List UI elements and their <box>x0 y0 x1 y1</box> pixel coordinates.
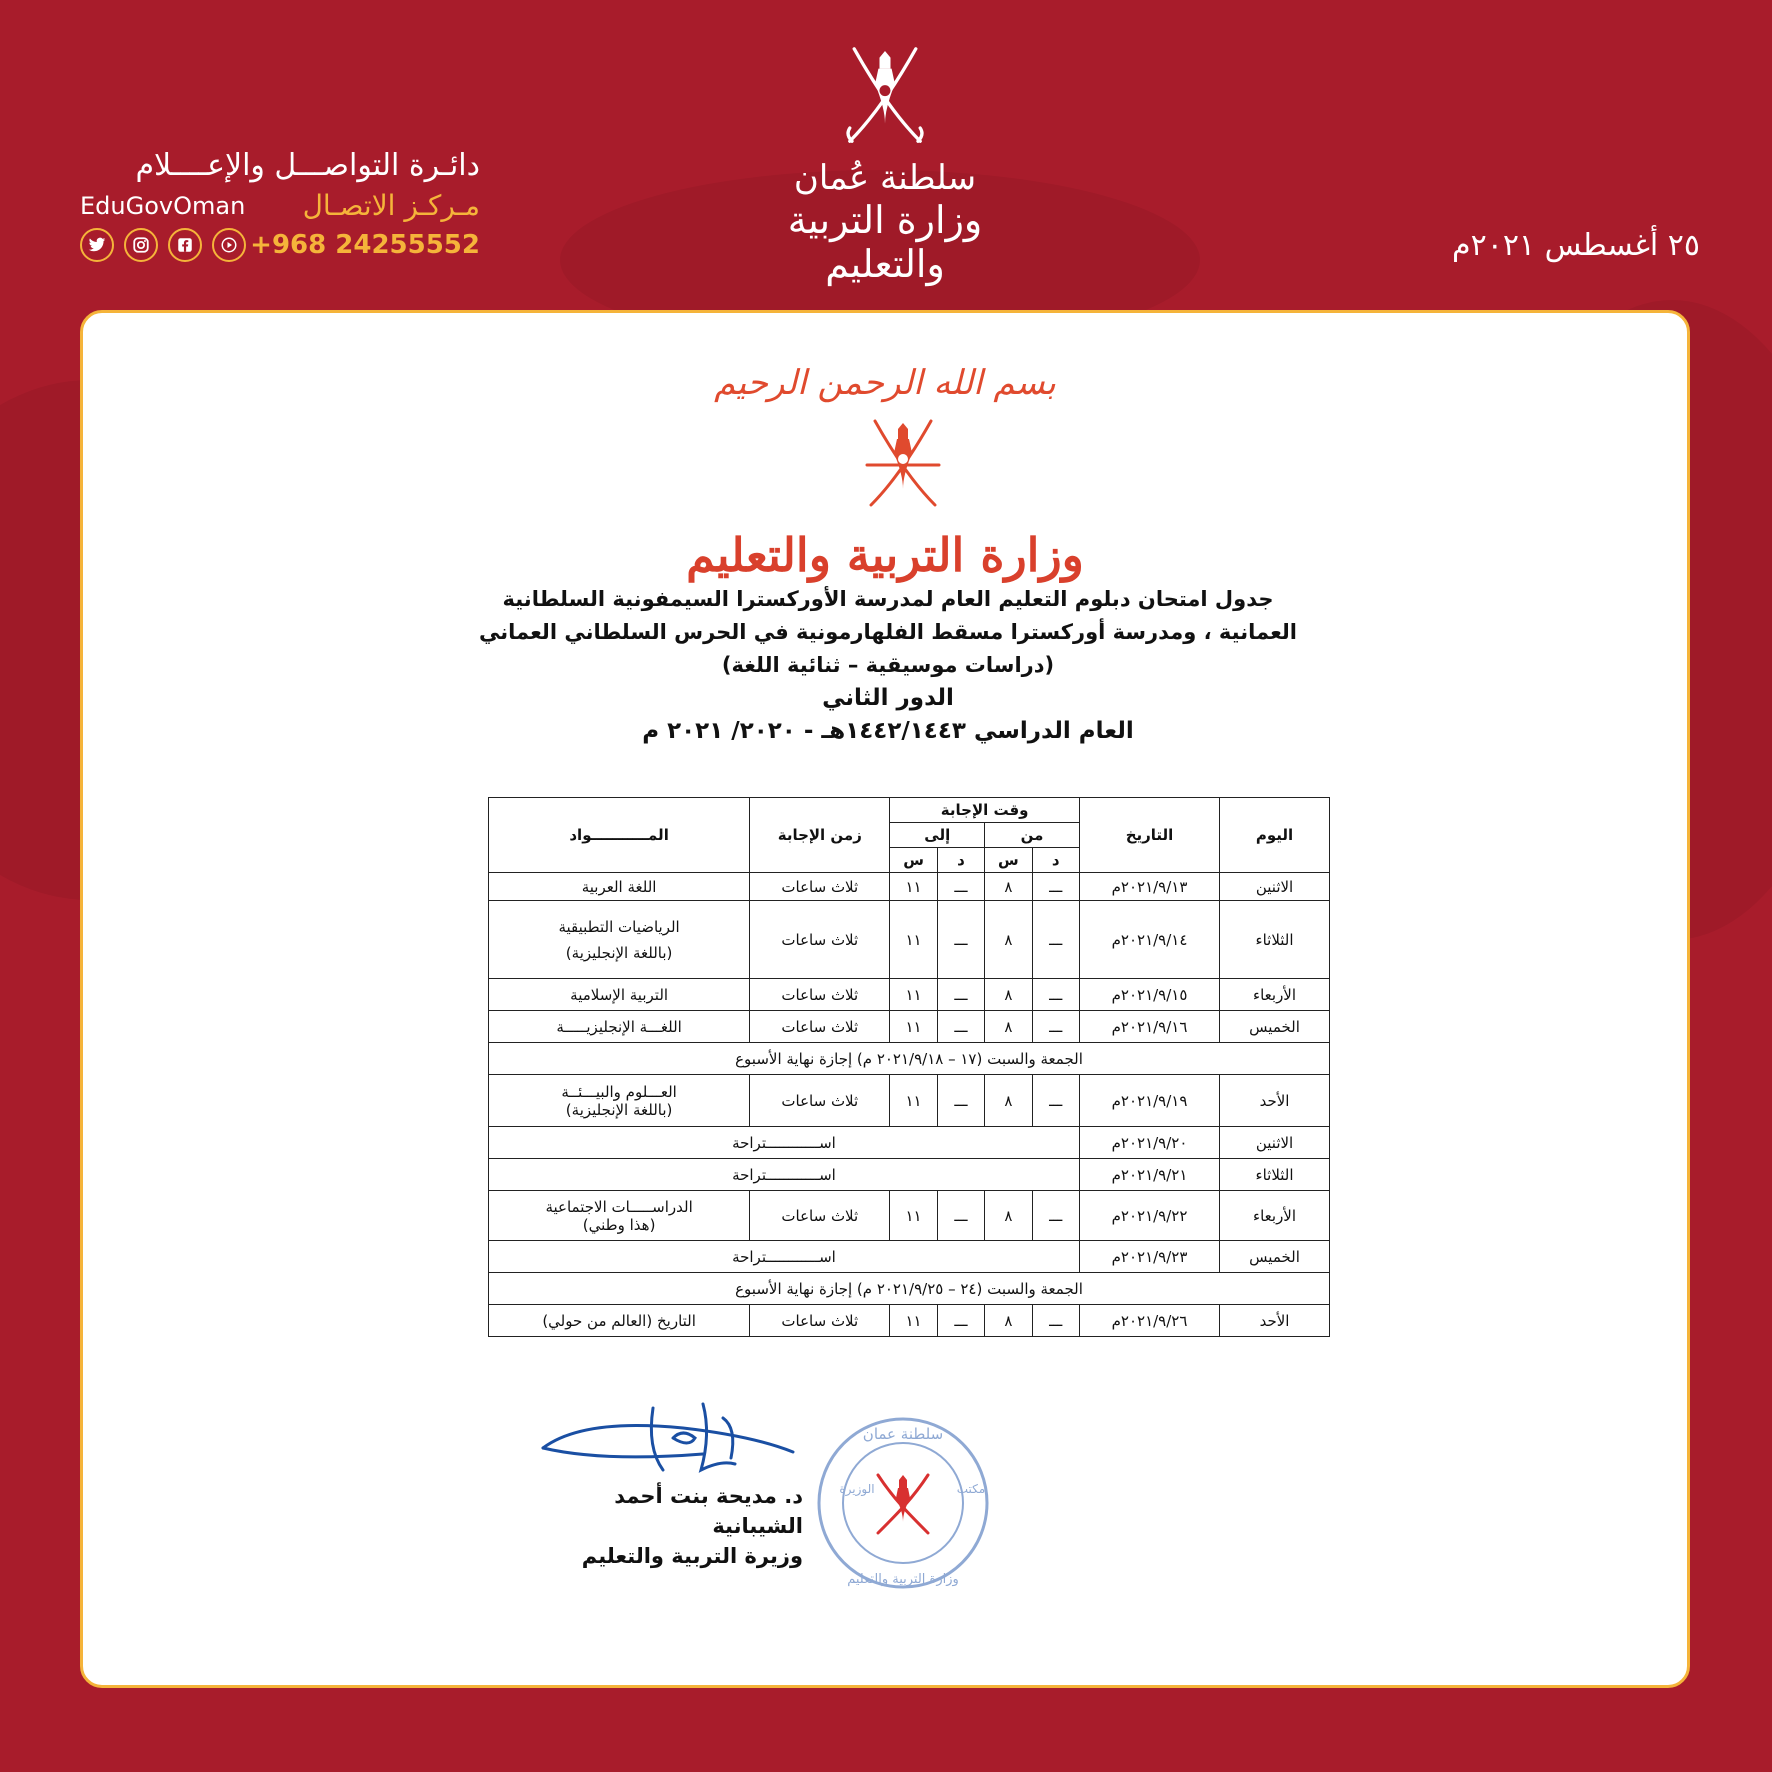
subject-text: العـــلوم والبيـــئــة <box>561 1082 677 1101</box>
facebook-icon[interactable] <box>168 228 202 262</box>
cell-from-minute: ـــ <box>1032 1191 1079 1241</box>
cell-from-hour: ٨ <box>985 979 1032 1011</box>
table-row-rest <box>489 1127 1330 1159</box>
title-line-2: العمانية ، ومدرسة أوركسترا مسقط الفلهارمونية في الحرس السلطاني العماني <box>478 620 1297 644</box>
social-icons <box>80 228 246 262</box>
cell-subject <box>489 1191 750 1241</box>
subject-text: الرياضيات التطبيقية <box>558 917 680 936</box>
header-hour: س <box>985 848 1032 873</box>
instagram-icon[interactable] <box>124 228 158 262</box>
post-date: ٢٥ أغسطس ٢٠٢١م <box>1452 228 1700 263</box>
cell-to-minute: ـــ <box>937 1011 984 1043</box>
table-row <box>489 979 1330 1011</box>
subject-text: التربية الإسلامية <box>570 985 669 1004</box>
cell-date: ٢٠٢١/٩/٢٠م <box>1079 1127 1219 1159</box>
cell-from-hour: ٨ <box>985 1305 1032 1337</box>
subject-note: (باللغة الإنجليزية) <box>565 1100 673 1119</box>
title-line-1: جدول امتحان دبلوم التعليم العام لمدرسة الأوركسترا السيمفونية السلطانية <box>502 587 1274 611</box>
table-row-rest <box>489 1241 1330 1273</box>
cell-from-minute: ـــ <box>1032 1075 1079 1127</box>
cell-from-hour: ٨ <box>985 1011 1032 1043</box>
contact-block <box>80 148 480 262</box>
document-titles <box>463 583 1313 748</box>
stamp-text: الوزيرة <box>839 1482 875 1496</box>
header-logo <box>760 40 1010 286</box>
table-row <box>489 1011 1330 1043</box>
exam-schedule-table <box>488 797 1330 1337</box>
table-row-weekend <box>489 1043 1330 1075</box>
weekend-note: الجمعة والسبت (١٧ – ٢٠٢١/٩/١٨ م) إجازة نهاية الأسبوع <box>489 1043 1330 1075</box>
cell-duration: ثلاث ساعات <box>750 1075 890 1127</box>
basmala: بسم الله الرحمن الرحيم <box>714 363 1056 403</box>
cell-day: الأحد <box>1220 1075 1330 1127</box>
header-minute: د <box>1032 848 1079 873</box>
department-name: دائـرة التواصـــل والإعــــلام <box>135 148 480 183</box>
cell-day: الخميس <box>1220 1241 1330 1273</box>
cell-subject <box>489 873 750 901</box>
cell-date: ٢٠٢١/٩/١٣م <box>1079 873 1219 901</box>
cell-day: الأربعاء <box>1220 1191 1330 1241</box>
phone-number[interactable]: +968 24255552 <box>250 230 480 260</box>
cell-day: الثلاثاء <box>1220 1159 1330 1191</box>
cell-date: ٢٠٢١/٩/٢٦م <box>1079 1305 1219 1337</box>
header-subjects: المـــــــــــواد <box>489 798 750 873</box>
table-row <box>489 1191 1330 1241</box>
cell-date: ٢٠٢١/٩/٢٢م <box>1079 1191 1219 1241</box>
cell-from-minute: ـــ <box>1032 979 1079 1011</box>
subject-text: اللغـــة الإنجليزيـــــة <box>556 1017 682 1036</box>
table-row <box>489 901 1330 979</box>
cell-day: الأربعاء <box>1220 979 1330 1011</box>
header-day: اليوم <box>1220 798 1330 873</box>
title-line-3: (دراسات موسيقية – ثنائية اللغة) <box>721 653 1055 677</box>
header-hour: س <box>890 848 937 873</box>
cell-duration: ثلاث ساعات <box>750 1011 890 1043</box>
cell-day: الثلاثاء <box>1220 901 1330 979</box>
subject-text: التاريخ (العالم من حولي) <box>542 1311 696 1330</box>
call-center-label: مـركـز الاتصـال <box>302 189 480 222</box>
cell-from-hour: ٨ <box>985 901 1032 979</box>
table-row-rest <box>489 1159 1330 1191</box>
document-ministry-heading: وزارة التربية والتعليم <box>686 528 1084 582</box>
title-line-5: العام الدراسي ١٤٤٢/١٤٤٣هـ - ٢٠٢٠/ ٢٠٢١ م <box>642 718 1134 744</box>
stamp-text: وزارة التربية والتعليم <box>847 1572 959 1587</box>
stamp-text: سلطنة عمان <box>862 1425 944 1443</box>
subject-text: الدراســـــات الاجتماعية <box>545 1197 693 1216</box>
stamp-text: مكتب <box>956 1482 986 1496</box>
cell-from-minute: ـــ <box>1032 901 1079 979</box>
cell-to-hour: ١١ <box>890 979 937 1011</box>
official-stamp <box>813 1413 993 1593</box>
title-line-4: الدور الثاني <box>822 685 954 711</box>
cell-from-hour: ٨ <box>985 1075 1032 1127</box>
twitter-icon[interactable] <box>80 228 114 262</box>
cell-from-minute: ـــ <box>1032 1305 1079 1337</box>
cell-to-hour: ١١ <box>890 1011 937 1043</box>
subject-text: اللغة العربية <box>581 877 657 896</box>
cell-to-hour: ١١ <box>890 1305 937 1337</box>
sultanate-label: سلطنة عُمان <box>793 158 977 198</box>
cell-day: الاثنين <box>1220 1127 1330 1159</box>
cell-to-minute: ـــ <box>937 1191 984 1241</box>
oman-emblem-icon <box>853 413 953 513</box>
cell-to-hour: ١١ <box>890 901 937 979</box>
cell-to-hour: ١١ <box>890 1191 937 1241</box>
cell-from-hour: ٨ <box>985 873 1032 901</box>
cell-to-minute: ـــ <box>937 873 984 901</box>
subject-note: (هذا وطني) <box>582 1215 656 1234</box>
signatory-name: د. مديحة بنت أحمد الشيبانية <box>614 1484 803 1538</box>
cell-subject <box>489 1305 750 1337</box>
cell-to-hour: ١١ <box>890 1075 937 1127</box>
header-date: التاريخ <box>1079 798 1219 873</box>
table-row <box>489 1305 1330 1337</box>
cell-from-minute: ـــ <box>1032 1011 1079 1043</box>
cell-to-minute: ـــ <box>937 1305 984 1337</box>
weekend-note: الجمعة والسبت (٢٤ – ٢٠٢١/٩/٢٥ م) إجازة نهاية الأسبوع <box>489 1273 1330 1305</box>
cell-day: الخميس <box>1220 1011 1330 1043</box>
cell-subject <box>489 901 750 979</box>
header-from: من <box>985 823 1080 848</box>
cell-rest: اســــــــــــتراحة <box>489 1127 1080 1159</box>
cell-date: ٢٠٢١/٩/٢٣م <box>1079 1241 1219 1273</box>
cell-day: الاثنين <box>1220 873 1330 901</box>
cell-duration: ثلاث ساعات <box>750 901 890 979</box>
header-duration: زمن الإجابة <box>750 798 890 873</box>
cell-to-minute: ـــ <box>937 901 984 979</box>
cell-to-minute: ـــ <box>937 1075 984 1127</box>
cell-day: الأحد <box>1220 1305 1330 1337</box>
signature-image <box>523 1398 803 1488</box>
header-minute: د <box>937 848 984 873</box>
ministry-label: وزارة التربية والتعليم <box>787 198 983 286</box>
table-row <box>489 873 1330 901</box>
signatory-title: وزيرة التربية والتعليم <box>581 1544 803 1568</box>
cell-subject <box>489 1075 750 1127</box>
cell-from-minute: ـــ <box>1032 873 1079 901</box>
cell-date: ٢٠٢١/٩/١٥م <box>1079 979 1219 1011</box>
table-row-weekend <box>489 1273 1330 1305</box>
cell-duration: ثلاث ساعات <box>750 979 890 1011</box>
cell-date: ٢٠٢١/٩/١٤م <box>1079 901 1219 979</box>
cell-to-minute: ـــ <box>937 979 984 1011</box>
social-handle[interactable]: EduGovOman <box>80 191 246 220</box>
cell-date: ٢٠٢١/٩/٢١م <box>1079 1159 1219 1191</box>
cell-duration: ثلاث ساعات <box>750 873 890 901</box>
youtube-icon[interactable] <box>212 228 246 262</box>
cell-to-hour: ١١ <box>890 873 937 901</box>
cell-from-hour: ٨ <box>985 1191 1032 1241</box>
oman-emblem-icon <box>830 40 940 150</box>
table-row <box>489 1075 1330 1127</box>
signatory <box>543 1481 803 1571</box>
header-to: إلى <box>890 823 985 848</box>
cell-duration: ثلاث ساعات <box>750 1305 890 1337</box>
cell-rest: اســــــــــــتراحة <box>489 1241 1080 1273</box>
cell-date: ٢٠٢١/٩/١٦م <box>1079 1011 1219 1043</box>
document-card <box>80 310 1690 1688</box>
cell-duration: ثلاث ساعات <box>750 1191 890 1241</box>
cell-date: ٢٠٢١/٩/١٩م <box>1079 1075 1219 1127</box>
cell-subject <box>489 1011 750 1043</box>
cell-subject <box>489 979 750 1011</box>
subject-note: (باللغة الإنجليزية) <box>565 943 673 962</box>
cell-rest: اســــــــــــتراحة <box>489 1159 1080 1191</box>
header-answer-time: وقت الإجابة <box>890 798 1080 823</box>
